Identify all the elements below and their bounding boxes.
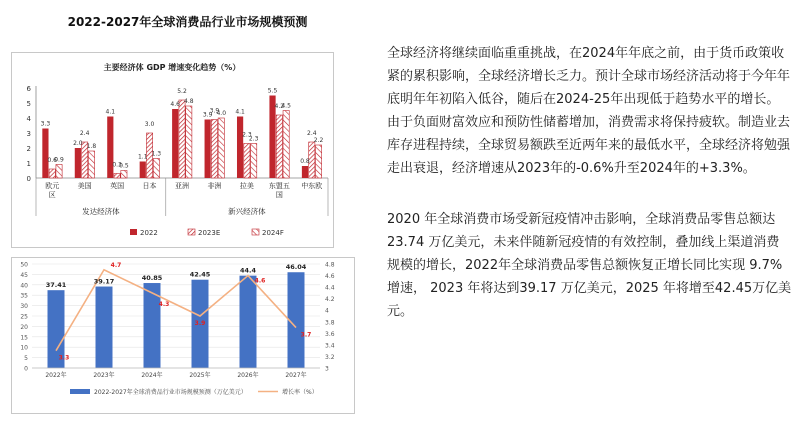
growth-rate-label: 4.3 (158, 300, 170, 308)
bar-2022 (42, 129, 48, 179)
bar-value-label: 44.4 (239, 266, 257, 275)
legend-label-bar: 2022-2027年全球消费品行业市场规模预测（万亿美元） (94, 389, 247, 396)
bar-2022 (172, 109, 178, 178)
left-tick-label: 15 (20, 334, 28, 342)
category-label: 亚洲 (175, 182, 189, 190)
market-size-chart (11, 257, 355, 414)
data-label: 2.3 (242, 131, 252, 139)
y-tick-label: 2 (26, 145, 31, 153)
market-size-bar (96, 287, 113, 368)
left-tick-label: 10 (20, 344, 28, 352)
data-label: 4.6 (170, 101, 180, 108)
bar-value-label: 46.04 (285, 263, 307, 272)
bar-2024F (251, 144, 257, 179)
bar-2024F (88, 151, 94, 178)
right-tick-label: 4.8 (325, 261, 335, 269)
group-label: 新兴经济体 (228, 207, 266, 216)
right-tick-label: 4 (325, 307, 329, 315)
left-tick-label: 45 (20, 271, 28, 279)
x-tick-label: 2024年 (141, 372, 163, 379)
data-label: 0.5 (119, 162, 129, 170)
category-label: 中东欧 (301, 182, 323, 190)
x-tick-label: 2026年 (237, 372, 259, 379)
bar-2024F (153, 159, 159, 179)
data-label: 4.5 (281, 102, 291, 110)
bar-2023E (244, 144, 250, 179)
growth-rate-label: 4.6 (254, 277, 266, 285)
gdp-growth-chart-svg (12, 53, 333, 247)
data-label: 3.9 (209, 107, 220, 115)
data-label: 2.4 (79, 130, 90, 137)
legend-swatch (252, 229, 259, 235)
data-label: 5.5 (267, 87, 278, 95)
bar-2023E (211, 120, 217, 179)
data-label: 2.0 (73, 140, 83, 147)
bar-2022 (237, 117, 243, 179)
chart-title: 主要经济体 GDP 增速变化趋势（%） (103, 63, 241, 72)
growth-rate-label: 4.7 (110, 261, 122, 269)
left-tick-label: 50 (20, 261, 28, 269)
market-size-chart-svg (12, 258, 354, 413)
bar-2023E (276, 115, 282, 178)
bar-value-label: 42.45 (189, 270, 211, 279)
category-label: 区 (48, 191, 56, 199)
legend-swatch (188, 229, 195, 235)
right-tick-label: 4.4 (325, 284, 335, 292)
data-label: 5.2 (177, 88, 187, 95)
category-label: 东盟五 (268, 182, 290, 190)
category-label: 美国 (77, 182, 92, 190)
x-tick-label: 2025年 (189, 372, 211, 379)
category-label: 拉美 (239, 182, 254, 190)
bar-2024F (283, 111, 289, 179)
bar-2024F (56, 165, 62, 179)
bar-2024F (315, 145, 321, 178)
legend-swatch (130, 229, 137, 235)
right-tick-label: 4.2 (325, 296, 335, 304)
paragraph-economy: 全球经济将继续面临重重挑战，在2024年年底之前，由于货币政策收紧的累积影响，全球经济增长乏力。预计全球市场经济活动将于今年年底明年年初陷入低谷，随后在2024-25年出现低于趋势水平的增长。由于负面财富效应和预防性储蓄增加，消费需求将保持疲软。制造业去库存进程持续，全球贸易额跌至近两年来的最低水平，全球经济将勉强走出衰退，经济增速从2023年的-0.6%升至2024年的+3.3%。 (387, 46, 791, 176)
right-tick-label: 4.6 (325, 273, 335, 281)
legend-label: 2022 (140, 229, 158, 237)
right-tick-label: 3.2 (325, 353, 335, 361)
right-tick-label: 3.4 (325, 342, 335, 350)
bar-2023E (114, 174, 120, 179)
bar-2022 (205, 120, 211, 179)
data-label: 0.3 (112, 161, 122, 169)
data-label: 0.6 (47, 157, 57, 164)
bar-2024F (121, 171, 127, 179)
legend-label: 2024F (262, 229, 284, 237)
bar-value-label: 39.17 (93, 277, 115, 286)
right-tick-label: 3.6 (325, 330, 335, 338)
left-tick-label: 30 (20, 303, 28, 311)
y-tick-label: 4 (26, 115, 31, 123)
x-tick-label: 2023年 (93, 372, 115, 379)
data-label: 2.2 (313, 137, 324, 144)
right-tick-label: 3.8 (325, 319, 335, 327)
data-label: 4.1 (105, 108, 116, 116)
bar-2022 (75, 148, 81, 178)
data-label: 3.0 (144, 121, 155, 128)
growth-rate-label: 3.7 (300, 331, 312, 339)
y-tick-label: 0 (26, 175, 31, 183)
left-tick-label: 35 (20, 292, 28, 300)
bar-2024F (186, 106, 192, 178)
bar-value-label: 40.85 (141, 274, 163, 283)
article-text (387, 42, 792, 323)
bar-value-label: 37.41 (45, 281, 67, 290)
x-tick-label: 2022年 (45, 372, 67, 379)
category-label: 欧元 (45, 182, 60, 190)
y-tick-label: 3 (26, 130, 31, 138)
data-label: 0.9 (54, 156, 64, 164)
data-label: 4.2 (274, 103, 285, 110)
data-label: 4.1 (235, 108, 245, 116)
y-tick-label: 5 (26, 100, 31, 108)
group-label: 发达经济体 (82, 207, 120, 216)
data-label: 1.3 (151, 150, 162, 158)
data-label: 0.8 (300, 158, 310, 165)
data-label: 1.1 (137, 153, 148, 161)
legend-label: 2023E (198, 229, 221, 237)
left-tick-label: 20 (20, 323, 28, 331)
bar-2022 (107, 117, 113, 179)
y-tick-label: 1 (26, 160, 31, 168)
category-label: 国 (275, 191, 283, 199)
gdp-growth-chart (11, 52, 334, 248)
bar-2022 (140, 162, 146, 179)
category-label: 日本 (142, 182, 157, 190)
left-tick-label: 5 (24, 355, 28, 363)
left-tick-label: 0 (24, 365, 28, 373)
data-label: 4.8 (184, 98, 194, 105)
bar-2024F (218, 118, 224, 178)
legend-label-line: 增长率（%） (282, 389, 318, 396)
bar-2023E (179, 100, 185, 178)
right-tick-label: 3 (325, 365, 329, 373)
data-label: 4.0 (216, 110, 227, 117)
category-label: 英国 (110, 182, 125, 190)
growth-rate-label: 3.3 (58, 354, 70, 362)
data-label: 2.4 (307, 130, 317, 137)
data-label: 2.3 (248, 135, 259, 143)
category-label: 非洲 (207, 182, 222, 190)
bar-2023E (49, 169, 55, 178)
y-tick-label: 6 (26, 85, 31, 93)
page-title: 2022-2027年全球消费品行业市场规模预测 (67, 15, 308, 29)
left-tick-label: 40 (20, 282, 28, 290)
data-label: 1.8 (86, 143, 97, 150)
market-size-bar (240, 276, 257, 368)
growth-rate-label: 3.9 (194, 320, 206, 327)
x-tick-label: 2027年 (285, 372, 307, 379)
bar-2022 (302, 166, 308, 178)
paragraph-consumption: 2020 年全球消费市场受新冠疫情冲击影响，全球消费品零售总额达 23.74 万亿美元，未来伴随新冠疫情的有效控制，叠加线上渠道消费规模的增长，2022年全球消费品零售总额恢复正增长同比实现 9.7%增速， 2023 年将达到39.17 万亿美元，2025 年将增至42.45万亿美元。 (387, 212, 792, 319)
data-label: 3.9 (202, 111, 213, 119)
data-label: 3.3 (40, 120, 51, 128)
left-tick-label: 25 (20, 313, 28, 321)
legend-swatch-bar (70, 389, 90, 394)
